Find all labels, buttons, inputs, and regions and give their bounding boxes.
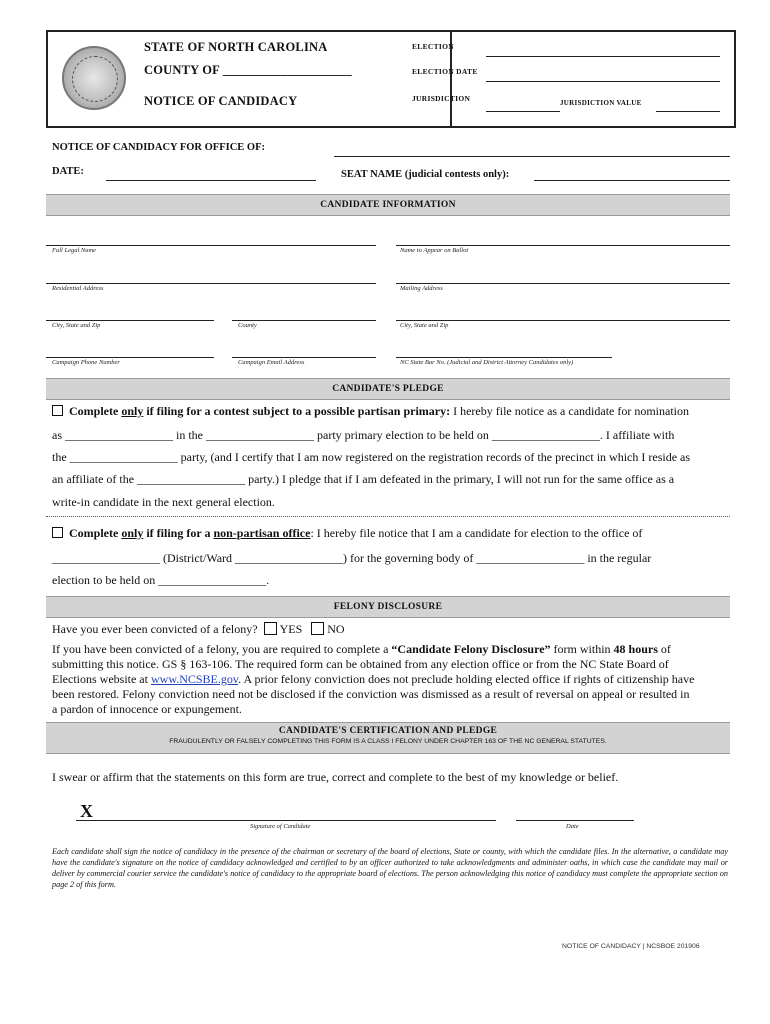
residential-address-field[interactable] bbox=[46, 283, 376, 284]
bar-number-field[interactable] bbox=[396, 357, 612, 358]
ballot-name-field[interactable] bbox=[396, 245, 730, 246]
candidate-pledge-header: CANDIDATE'S PLEDGE bbox=[46, 378, 730, 400]
form-header bbox=[46, 30, 736, 128]
partisan-checkbox[interactable] bbox=[52, 405, 63, 416]
felony-disclosure-header: FELONY DISCLOSURE bbox=[46, 596, 730, 618]
signature-date-field[interactable] bbox=[516, 820, 634, 821]
partisan-pledge-line-4: an affiliate of the __________________ party.) I pledge that if I am defeated in the primary, I will not run for the same office as a bbox=[52, 472, 675, 486]
seat-name-label: SEAT NAME (judicial contests only): bbox=[341, 169, 510, 180]
jurisdiction-value-label: JURISDICTION VALUE bbox=[560, 99, 642, 107]
pledge-divider bbox=[46, 516, 730, 517]
felony-yes-checkbox[interactable] bbox=[264, 622, 277, 635]
notice-title: NOTICE OF CANDIDACY bbox=[144, 94, 298, 108]
mailing-address-label: Mailing Address bbox=[400, 285, 443, 292]
city-state-zip-label-1: City, State and Zip bbox=[52, 322, 101, 329]
form-identifier: NOTICE OF CANDIDACY | NCSBOE 201906 bbox=[562, 943, 700, 950]
office-field[interactable] bbox=[334, 156, 730, 157]
election-date-field[interactable] bbox=[486, 81, 720, 82]
campaign-phone-label: Campaign Phone Number bbox=[52, 359, 120, 366]
certification-header bbox=[46, 722, 730, 754]
residential-address-label: Residential Address bbox=[52, 285, 104, 292]
date-label: DATE: bbox=[52, 166, 84, 177]
county-title: COUNTY OF ____________________ bbox=[144, 63, 352, 77]
campaign-email-field[interactable] bbox=[232, 357, 376, 358]
felony-yes-label: YES bbox=[279, 622, 303, 636]
swear-statement: I swear or affirm that the statements on this form are true, correct and complete to the best of my knowledge or belief. bbox=[52, 770, 619, 784]
nonpartisan-pledge-line-3: election to be held on __________________. bbox=[52, 573, 270, 587]
felony-paragraph: If you have been convicted of a felony, you are required to complete a “Candidate Felony Disclosure” form within 48 hours of submitting this notice. GS § 163-106. The required form can be obtained from any election office or from the NC State Board of Elections website at www.NCSBE.gov. A prior felony conviction does not preclude holding elected office if rights of citizenship have been restored. Felony conviction need not be disclosed if the conviction was dismissed as a result of reversal on appeal or resulted in a pardon of innocence or expungement. bbox=[52, 642, 695, 716]
election-date-label: ELECTION DATE bbox=[412, 67, 478, 76]
full-legal-name-field[interactable] bbox=[46, 245, 376, 246]
county-field[interactable] bbox=[232, 320, 376, 321]
candidate-info-header: CANDIDATE INFORMATION bbox=[46, 194, 730, 216]
partisan-pledge-line-1: Complete only if filing for a contest subject to a possible partisan primary: I hereby file notice as a candidate for nomination bbox=[52, 400, 689, 423]
signature-date-label: Date bbox=[566, 823, 579, 830]
jurisdiction-field[interactable] bbox=[486, 111, 560, 112]
campaign-phone-field[interactable] bbox=[46, 357, 214, 358]
partisan-pledge-line-3: the __________________ party, (and I certify that I am now registered on the registration records of the precinct in which I reside as bbox=[52, 450, 691, 464]
signature-field[interactable] bbox=[76, 820, 496, 821]
county-label: County bbox=[238, 322, 257, 329]
ballot-name-label: Name to Appear on Ballot bbox=[400, 247, 469, 254]
certification-title: CANDIDATE'S CERTIFICATION AND PLEDGE bbox=[278, 726, 498, 736]
seat-name-field[interactable] bbox=[534, 180, 730, 181]
jurisdiction-value-field[interactable] bbox=[656, 111, 720, 112]
date-field[interactable] bbox=[106, 180, 316, 181]
city-state-zip-field-1[interactable] bbox=[46, 320, 214, 321]
nonpartisan-pledge-line-1: Complete only if filing for a non-partisan office: I hereby file notice that I am a candidate for election to the office of bbox=[52, 522, 642, 545]
nonpartisan-pledge-line-2: __________________ (District/Ward __________________) for the governing body of __________________ in the regular bbox=[52, 551, 652, 565]
jurisdiction-label: JURISDICTION bbox=[412, 94, 471, 103]
felony-no-label: NO bbox=[327, 622, 345, 636]
election-label: ELECTION bbox=[412, 42, 454, 51]
campaign-email-label: Campaign Email Address bbox=[238, 359, 305, 366]
signature-label: Signature of Candidate bbox=[250, 823, 311, 830]
election-field[interactable] bbox=[486, 56, 720, 57]
full-legal-name-label: Full Legal Name bbox=[52, 247, 97, 254]
nonpartisan-checkbox[interactable] bbox=[52, 527, 63, 538]
city-state-zip-field-2[interactable] bbox=[396, 320, 730, 321]
felony-no-checkbox[interactable] bbox=[311, 622, 324, 635]
state-seal-icon bbox=[62, 46, 126, 110]
signature-mark: X bbox=[80, 801, 93, 821]
partisan-pledge-line-5: write-in candidate in the next general election. bbox=[52, 495, 275, 509]
city-state-zip-label-2: City, State and Zip bbox=[400, 322, 449, 329]
state-title: STATE OF NORTH CAROLINA bbox=[144, 40, 328, 54]
office-label: NOTICE OF CANDIDACY FOR OFFICE OF: bbox=[52, 142, 266, 153]
ncsbe-website-link[interactable]: www.NCSBE.gov bbox=[150, 672, 239, 686]
mailing-address-field[interactable] bbox=[396, 283, 730, 284]
bar-number-label: NC State Bar No. (Judicial and District Attorney Candidates only) bbox=[400, 359, 574, 366]
partisan-pledge-line-2: as __________________ in the __________________ party primary election to be held on __________________. I affiliate with bbox=[52, 428, 675, 442]
certification-warning: FRAUDULENTLY OR FALSELY COMPLETING THIS FORM IS A CLASS I FELONY UNDER CHAPTER 163 OF THE NC GENERAL STATUTES. bbox=[169, 738, 607, 745]
signature-instructions: Each candidate shall sign the notice of candidacy in the presence of the chairman or secretary of the board of elections, State or county, with which the candidate files. In the alternative, a candidate may have the candidate's signature on the notice of candidacy acknowledged and certified to by an officer authorized to take acknowledgments and administer oaths, in which case the candidate may mail or deliver by commercial courier service the candidate's notice of candidacy to the appropriate board of elections. The person acknowledging this notice of candidacy must complete the appropriate section on page 2 of this form. bbox=[52, 847, 728, 889]
felony-question: Have you ever been convicted of a felony? YES NO bbox=[52, 622, 345, 636]
